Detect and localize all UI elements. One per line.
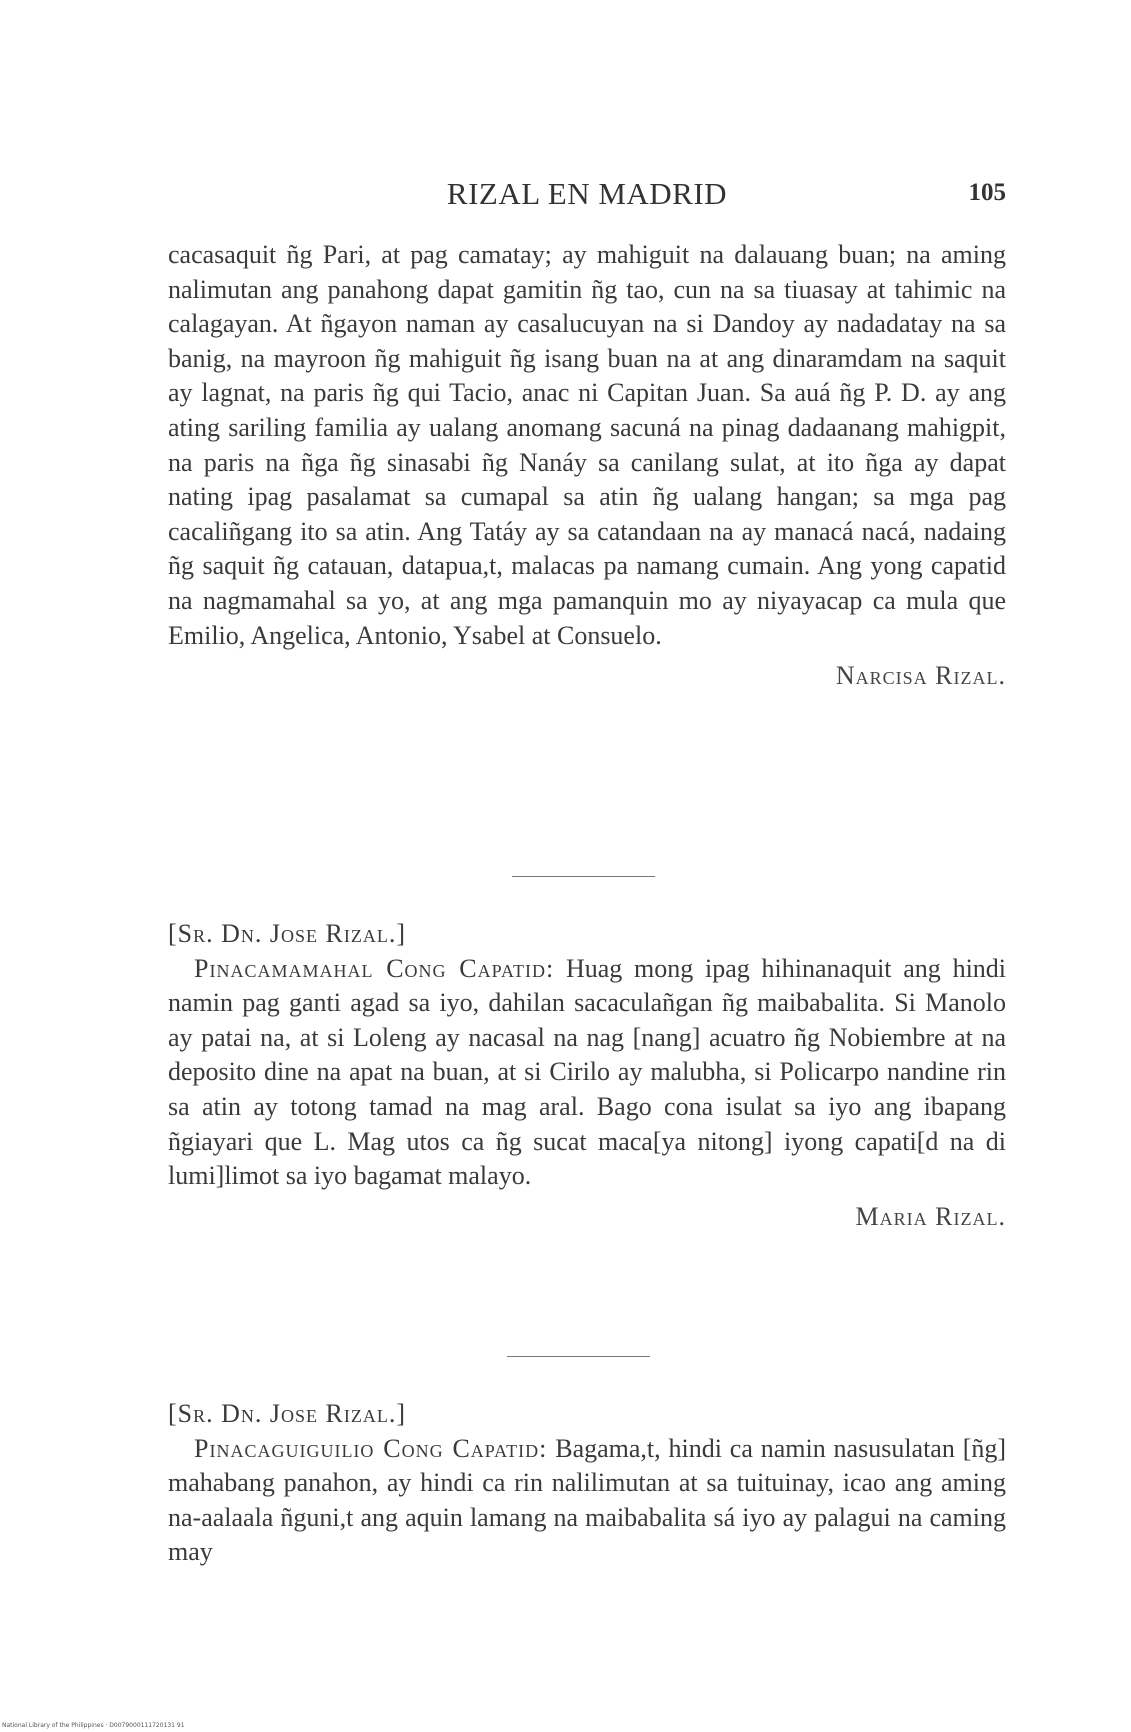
salutation: Pinacaguiguilio Cong Capatid: [194,1433,548,1463]
signature-narcisa: Narcisa Rizal. [835,661,1006,691]
page-number: 105 [968,179,1006,206]
addressee: [Sr. Dn. Jose Rizal.] [168,1399,407,1428]
letter-narcisa [168,238,1006,694]
letter-body: cacasaquit ñg Pari, at pag camatay; ay mahiguit na dalauang buan; na aming nalimutan ang panahong dapat gamitin ñg tao, cun na sa tiuasay at tahimic na calagayan. At ñgayon naman ay casalucuyan na si Dandoy ay nadadatay na sa banig, na mayroon ñg mahiguit ñg isang buan na at ang dinaramdam na saquit ay lagnat, na paris ñg qui Tacio, anac ni Capitan Juan. Sa auá ñg P. D. ay ang ating sariling familia ay ualang anomang sacuná na pinag dadaanang mahigpit, na paris na ñga ñg sinasabi ñg Nanáy sa canilang sulat, at ito ñga ay dapat nating ipag pasalamat sa cumapal sa atin ñg ualang hangan; sa mga pag cacaliñgang ito sa atin. Ang Tatáy ay sa catandaan na ay manacá nacá, nadaing ñg saquit ñg catauan, datapua,t, malacas pa namang cumain. Ang yong capatid na nagmamahal sa yo, at ang mga pamanquin mo ay niyayacap ca mula que Emilio, Angelica, Antonio, Ysabel at Consuelo. [168,240,1006,650]
section-divider [507,1356,650,1357]
letter-paragraph [168,1432,1006,1570]
scan-credit: National Library of the Philippines · D0079000111720131 91 [2,1722,185,1729]
signature-maria: Maria Rizal. [855,1201,1006,1231]
letter-body: Huag mong ipag hihinanaquit ang hindi namin pag ganti agad sa iyo, dahilan sacaculañgan ñg maibabalita. Si Manolo ay patai na, at si Loleng ay nacasal na nag [nang] acuatro ñg Nobiembre at na deposito dine na apat na buan, at si Cirilo ay malubha, si Policarpo nandine rin sa atin ay totong tamad na mag aral. Bago cona isulat sa iyo ang ibapang ñgiayari que L. Mag utos ca ñg sucat maca[ya nitong] iyong capati[d na di lumi]limot sa iyo bagamat malayo. [168,953,1007,1191]
addressee: [Sr. Dn. Jose Rizal.] [168,919,407,948]
running-title: RIZAL EN MADRID [446,176,728,211]
running-head [168,176,1006,216]
letter-paragraph [168,952,1006,1194]
section-divider [512,876,655,877]
letter-third [168,1397,1006,1570]
salutation: Pinacamamahal Cong Capatid: [194,953,555,983]
letter-body: Bagama,t, hindi ca namin nasusulatan [ñg] mahabang panahon, ay hindi ca rin nalilimutan at sa tuituinay, icao ang aming na-aalaala ñguni,t ang aquin lamang na maibabalita sá iyo ay palagui na caming may [168,1433,1007,1567]
letter-maria [168,917,1006,1234]
